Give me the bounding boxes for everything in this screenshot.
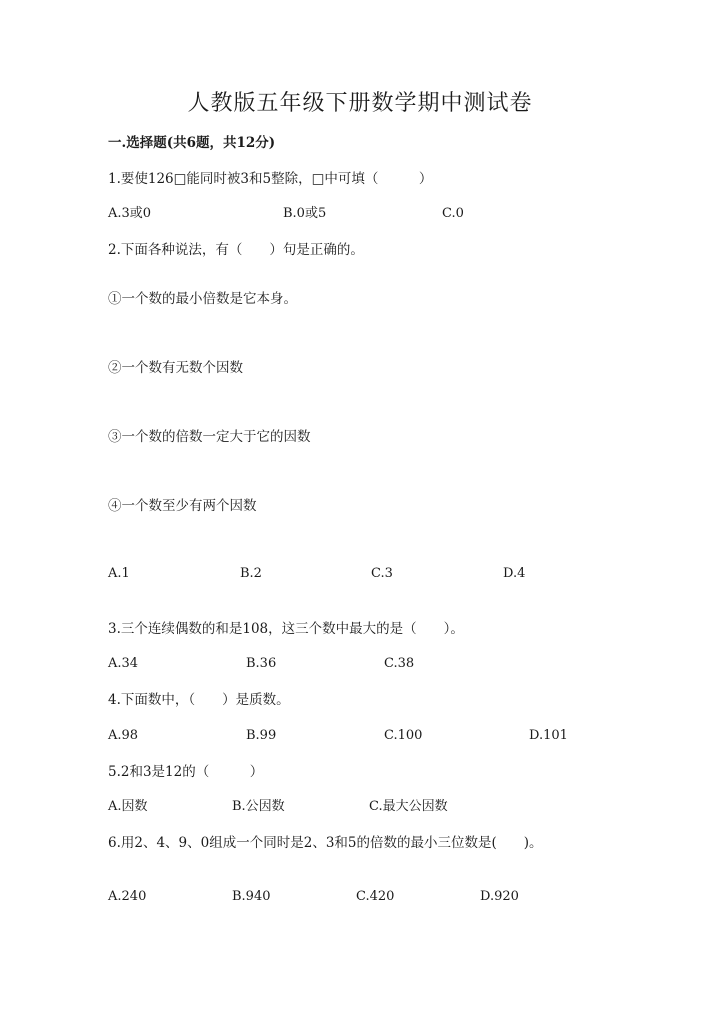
- q2-option-c: C.3: [371, 566, 393, 581]
- question-1: 1.要使126□能同时被3和5整除，□中可填（ ）: [108, 171, 433, 187]
- q6-option-a: A.240: [108, 889, 147, 904]
- q2-option-b: B.2: [240, 566, 262, 581]
- q3-option-a: A.34: [108, 656, 139, 671]
- q2-statement-1: ①一个数的最小倍数是它本身。: [108, 291, 297, 307]
- q3-option-c: C.38: [384, 656, 415, 671]
- q4-option-a: A.98: [108, 728, 139, 743]
- q2-statement-2: ②一个数有无数个因数: [108, 360, 243, 376]
- q4-option-c: C.100: [384, 728, 423, 743]
- q6-option-b: B.940: [232, 889, 271, 904]
- question-6: 6.用2、4、9、0组成一个同时是2、3和5的倍数的最小三位数是( )。: [108, 835, 543, 851]
- q2-statement-4: ④一个数至少有两个因数: [108, 498, 257, 514]
- page-title: 人教版五年级下册数学期中测试卷: [187, 91, 533, 116]
- q4-option-b: B.99: [246, 728, 277, 743]
- q2-option-d: D.4: [503, 566, 526, 581]
- q5-option-c: C.最大公因数: [369, 799, 448, 814]
- q1-option-b: B.0或5: [283, 206, 327, 221]
- q5-option-b: B.公因数: [232, 799, 285, 814]
- question-2: 2.下面各种说法，有（ ）句是正确的。: [108, 242, 364, 258]
- q4-option-d: D.101: [529, 728, 568, 743]
- q2-statement-3: ③一个数的倍数一定大于它的因数: [108, 429, 311, 445]
- q1-option-a: A.3或0: [108, 206, 152, 221]
- q6-option-d: D.920: [480, 889, 519, 904]
- q1-option-c: C.0: [442, 206, 464, 221]
- q3-option-b: B.36: [246, 656, 277, 671]
- q5-option-a: A.因数: [108, 799, 148, 814]
- question-4: 4.下面数中，（ ）是质数。: [108, 692, 290, 708]
- q2-option-a: A.1: [108, 566, 130, 581]
- section-heading: 一.选择题(共6题，共12分): [108, 135, 276, 151]
- question-5: 5.2和3是12的（ ）: [108, 764, 264, 780]
- q6-option-c: C.420: [356, 889, 395, 904]
- question-3: 3.三个连续偶数的和是108，这三个数中最大的是（ ）。: [108, 621, 464, 637]
